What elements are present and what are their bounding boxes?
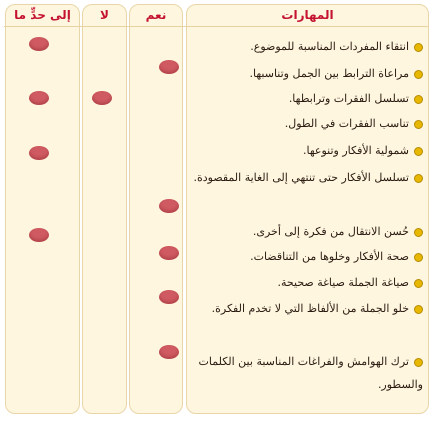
bullet-icon <box>414 95 423 104</box>
skill-item-9: صياغة الجملة صياغة صحيحة. <box>183 271 423 294</box>
mark-dot-yes-10b <box>159 345 179 359</box>
bullet-icon <box>414 305 423 314</box>
skill-item-10: خلو الجملة من الألفاظ التي لا تخدم الفكرة. <box>183 297 423 320</box>
mark-dot-yes-6 <box>159 199 179 213</box>
skill-item-1: انتقاء المفردات المناسبة للموضوع. <box>183 35 423 58</box>
skill-item-4: تناسب الفقرات في الطول. <box>183 112 423 135</box>
header-yes: نعم <box>145 8 167 22</box>
header-divider <box>4 26 429 27</box>
mark-dot-partly-3 <box>29 91 49 105</box>
mark-dot-partly-1 <box>29 37 49 51</box>
skill-item-11: ترك الهوامش والفراغات المناسبة بين الكلمات والسطور. <box>198 355 423 391</box>
mark-dot-no-3 <box>92 91 112 105</box>
bullet-icon <box>414 120 423 129</box>
bullet-icon <box>414 174 423 183</box>
skill-item-5: شمولية الأفكار وتنوعها. <box>183 139 423 162</box>
skill-item-6: تسلسل الأفكار حتى تنتهي إلى الغاية المقصودة. <box>183 166 423 189</box>
bullet-icon <box>414 279 423 288</box>
bullet-icon <box>414 147 423 156</box>
skill-item-3: تسلسل الفقرات وترابطها. <box>183 87 423 110</box>
mark-dot-partly-5 <box>29 146 49 160</box>
bullet-icon <box>414 253 423 262</box>
bullet-icon <box>414 228 423 237</box>
bullet-icon <box>414 43 423 52</box>
mark-dot-partly-7 <box>29 228 49 242</box>
header-partly: إلى حدٍّ ما <box>14 8 71 22</box>
bullet-icon <box>414 70 423 79</box>
mark-dot-yes-8 <box>159 246 179 260</box>
header-skills: المهارات <box>281 8 334 22</box>
column-no <box>82 4 127 414</box>
header-no: لا <box>100 8 109 22</box>
skill-item-7: حُسن الانتقال من فكرة إلى أخرى. <box>183 220 423 243</box>
bullet-icon <box>414 358 423 367</box>
skill-item-2: مراعاة الترابط بين الجمل وتناسبها. <box>183 62 423 85</box>
mark-dot-yes-2 <box>159 60 179 74</box>
skill-item-8: صحة الأفكار وخلوها من التناقضات. <box>183 245 423 268</box>
column-partly <box>5 4 80 414</box>
mark-dot-yes-10 <box>159 290 179 304</box>
